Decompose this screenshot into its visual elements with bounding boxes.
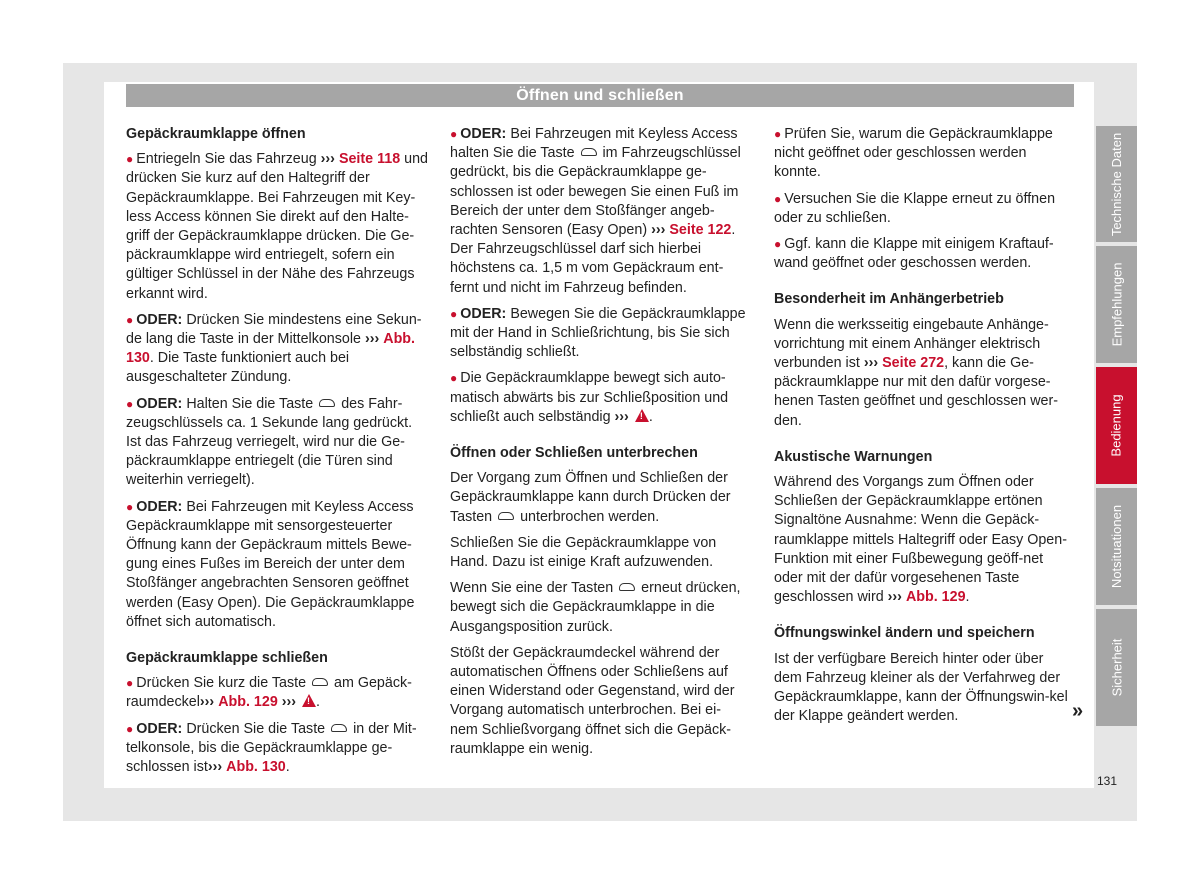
text: . Die Taste funktioniert auch bei ausgeschalteter Zündung. — [126, 350, 350, 386]
text: Entriegeln Sie das Fahrzeug — [136, 151, 317, 168]
text: . Der Fahrzeugschlüssel darf sich hierbei höchstens ca. 1,5 m vom Gepäckraum ent-fernt und nicht im Fahrzeug befinden. — [450, 222, 736, 296]
tab-notsituationen[interactable] — [1096, 488, 1137, 605]
paragraph — [126, 395, 428, 491]
column-2 — [450, 125, 748, 766]
bullet-icon: ● — [450, 306, 458, 321]
cross-reference-arrow: ››› — [887, 589, 902, 606]
heading-interrupt: Öffnen oder Schließen unterbrechen — [450, 445, 698, 462]
bullet-icon: ● — [450, 127, 458, 141]
bullet-icon: ● — [126, 499, 134, 514]
cross-reference-arrow: ››› — [863, 355, 879, 372]
text: Ggf. kann die Klappe mit einigem Kraftauf-wand geöffnet oder geschossen werden. — [774, 236, 1054, 272]
text: Drücken Sie die Taste — [186, 720, 326, 737]
text: Der Vorgang zum Öffnen und Schließen der Gepäckraumklappe kann durch Drücken der Tasten — [450, 470, 731, 525]
cross-reference-arrow: ››› — [651, 222, 666, 239]
cross-reference-arrow: ››› — [364, 331, 380, 348]
paragraph — [126, 720, 428, 778]
reference-link[interactable]: Seite 272 — [882, 355, 945, 372]
text: erneut drücken, bewegt sich die Gepäckraumklappe in die Ausgangsposition zurück. — [450, 580, 741, 635]
bullet-icon: ● — [126, 396, 134, 411]
text: des Fahr-zeugschlüssels ca. 1 Sekunde lang gedrückt. Ist das Fahrzeug verriegelt, wird nur die Ge-päckraumklappe entriegelt (die Türen sind weiterhin verriegelt). — [126, 395, 413, 489]
heading-open-trunk: Gepäckraumklappe öffnen — [126, 126, 306, 142]
text: und drücken Sie kurz auf den Haltegriff der Gepäckraumklappe. Bei Fahrzeugen mit Key-less Access können Sie direkt auf den Halte-griff der Gepäckraumklappe drücken. Die Ge-päckraumklappe wird entriegelt, sofern ein gültiger Schlüssel in der Nähe des Fahrzeugs erkannt wird. — [126, 151, 428, 302]
reference-link[interactable]: Abb. 130 — [226, 759, 286, 776]
text: . — [316, 694, 321, 711]
bullet-icon: ● — [126, 676, 134, 691]
paragraph — [126, 498, 428, 632]
text: Bewegen Sie die Gepäckraumklappe mit der Hand in Schließrichtung, bis Sie sich selbständig schließt. — [450, 305, 746, 361]
text: Bei Fahrzeugen mit Keyless Access Gepäckraumklappe mit sensorgesteuerter Öffnung kann der Gepäckraum mittels Bewe-gung eines Fußes im Bereich der unter dem Stoßfänger angebrachten Sensoren geöffnet werden (Easy Open). Die Gepäckraumklappe öffnet sich automatisch. — [126, 498, 415, 630]
oder-label: ODER: — [460, 126, 507, 142]
heading-trailer: Besonderheit im Anhängerbetrieb — [774, 291, 1004, 308]
reference-link[interactable]: Seite 118 — [338, 151, 401, 168]
text: Wenn die werksseitig eingebaute Anhänge-vorrichtung mit einem Anhänger elektrisch verbunden ist — [774, 316, 1049, 372]
text: Halten Sie die Taste — [186, 395, 314, 412]
page-number: 131 — [1097, 774, 1118, 788]
cross-reference-arrow: ››› — [207, 759, 223, 776]
cross-reference-arrow: ››› — [281, 694, 297, 711]
oder-label: ODER: — [460, 305, 507, 322]
paragraph — [126, 311, 428, 388]
tab-sicherheit[interactable] — [1096, 609, 1137, 726]
paragraph — [774, 125, 1072, 183]
text: Prüfen Sie, warum die Gepäckraumklappe nicht geöffnet oder geschlossen werden konnte. — [774, 126, 1053, 181]
cross-reference-arrow: ››› — [199, 694, 215, 711]
bullet-icon: ● — [126, 312, 134, 327]
tab-empfehlungen[interactable] — [1096, 246, 1137, 363]
reference-link[interactable]: Abb. 129 — [905, 589, 966, 606]
paragraph — [774, 190, 1072, 228]
trunk-key-icon — [331, 724, 347, 732]
bullet-icon: ● — [126, 152, 134, 167]
paragraph: Schließen Sie die Gepäckraumklappe von Hand. Dazu ist einige Kraft aufzuwenden. — [450, 534, 717, 571]
paragraph — [450, 125, 748, 298]
text: Bei Fahrzeugen mit Keyless Access halten Sie die Taste — [450, 126, 738, 162]
heading-opening-angle: Öffnungswinkel ändern und speichern — [774, 625, 1035, 642]
text: unterbrochen werden. — [520, 508, 660, 525]
text: in der Mit-telkonsole, bis die Gepäckraumklappe ge-schlossen ist — [126, 720, 417, 776]
heading-acoustic: Akustische Warnungen — [774, 448, 933, 465]
trunk-key-icon — [319, 399, 335, 407]
oder-label: ODER: — [136, 720, 183, 737]
column-3 — [774, 125, 1072, 733]
continue-arrow-icon: » — [1072, 700, 1084, 722]
trunk-key-icon — [312, 678, 328, 686]
text: Die Gepäckraumklappe bewegt sich auto-matisch abwärts bis zur Schließposition und schließt auch selbständig — [450, 370, 729, 425]
paragraph: Stößt der Gepäckraumdeckel während der automatischen Öffnens oder Schließens auf einen Widerstand oder Gegenstand, wird der Vorgang automatisch unterbrochen. Bei ei-nem Schließvorgang öffnet sich die Gepäck-raumklappe ein wenig. — [450, 644, 735, 757]
trunk-key-icon — [498, 512, 514, 520]
paragraph — [774, 316, 1072, 431]
tab-label: Bedienung — [1109, 394, 1125, 457]
text: Drücken Sie mindestens eine Sekun-de lang die Taste in der Mittelkonsole — [126, 311, 422, 348]
tab-label: Notsituationen — [1109, 504, 1124, 589]
bullet-icon: ● — [126, 721, 134, 736]
paragraph — [450, 369, 748, 427]
text: am Gepäck-raumdeckel — [126, 675, 412, 711]
tab-technische-daten[interactable] — [1096, 126, 1137, 242]
bullet-icon: ● — [450, 371, 458, 386]
oder-label: ODER: — [136, 311, 183, 328]
oder-label: ODER: — [136, 498, 183, 515]
paragraph — [450, 469, 748, 527]
column-1 — [126, 125, 428, 784]
paragraph — [774, 473, 1072, 607]
trunk-key-icon — [581, 148, 597, 156]
text: . — [285, 759, 290, 776]
tab-label: Sicherheit — [1109, 638, 1124, 697]
text: im Fahrzeugschlüssel gedrückt, bis die Gepäckraumklappe ge-schlossen ist oder bewegen Sie einen Fuß im Bereich der unter dem Stoßfänger angeb-rachten Sensoren (Easy Open) — [450, 145, 741, 239]
text: . — [965, 589, 970, 606]
warning-icon — [635, 409, 649, 422]
trunk-key-icon — [619, 583, 635, 591]
paragraph — [450, 579, 748, 637]
reference-link[interactable]: Seite 122 — [669, 222, 732, 239]
paragraph — [774, 235, 1072, 273]
paragraph: Ist der verfügbare Bereich hinter oder über dem Fahrzeug kleiner als der Verfahrweg der Gepäckraumklappe, kann der Öffnungswin-kel der Klappe geändert werden. — [774, 650, 1068, 725]
cross-reference-arrow: ››› — [614, 408, 629, 425]
section-title: Öffnen und schließen — [126, 84, 1074, 107]
text: Während des Vorgangs zum Öffnen oder Schließen der Gepäckraumklappe ertönen Signaltöne Ausnahme: Wenn die Gepäck-raumklappe mittels Haltegriff oder Easy Open-Funktion mit einer Fußbewegung geöff-net oder mit der dafür vorgesehenen Taste geschlossen wird — [774, 474, 1067, 606]
reference-link[interactable]: Abb. 130 — [126, 331, 416, 367]
paragraph — [126, 674, 428, 712]
text: Wenn Sie eine der Tasten — [450, 580, 614, 597]
bullet-icon: ● — [774, 127, 782, 141]
text: Drücken Sie kurz die Taste — [136, 675, 307, 692]
text: . — [648, 408, 653, 425]
tab-label: Technische Daten — [1109, 132, 1124, 236]
text: Versuchen Sie die Klappe erneut zu öffnen oder zu schließen. — [774, 190, 1056, 226]
oder-label: ODER: — [136, 395, 183, 412]
paragraph — [450, 305, 748, 363]
tab-label: Empfehlungen — [1109, 262, 1124, 347]
tab-bedienung[interactable] — [1096, 367, 1137, 484]
heading-close-trunk: Gepäckraumklappe schließen — [126, 650, 328, 667]
warning-icon — [302, 694, 316, 707]
paragraph — [126, 150, 428, 304]
text: , kann die Ge-päckraumklappe nur mit den dafür vorgese-henen Tasten geöffnet und geschlossen wer-den. — [774, 355, 1059, 429]
bullet-icon: ● — [774, 237, 782, 252]
cross-reference-arrow: ››› — [320, 151, 335, 168]
reference-link[interactable]: Abb. 129 — [218, 694, 278, 711]
bullet-icon: ● — [774, 191, 782, 206]
